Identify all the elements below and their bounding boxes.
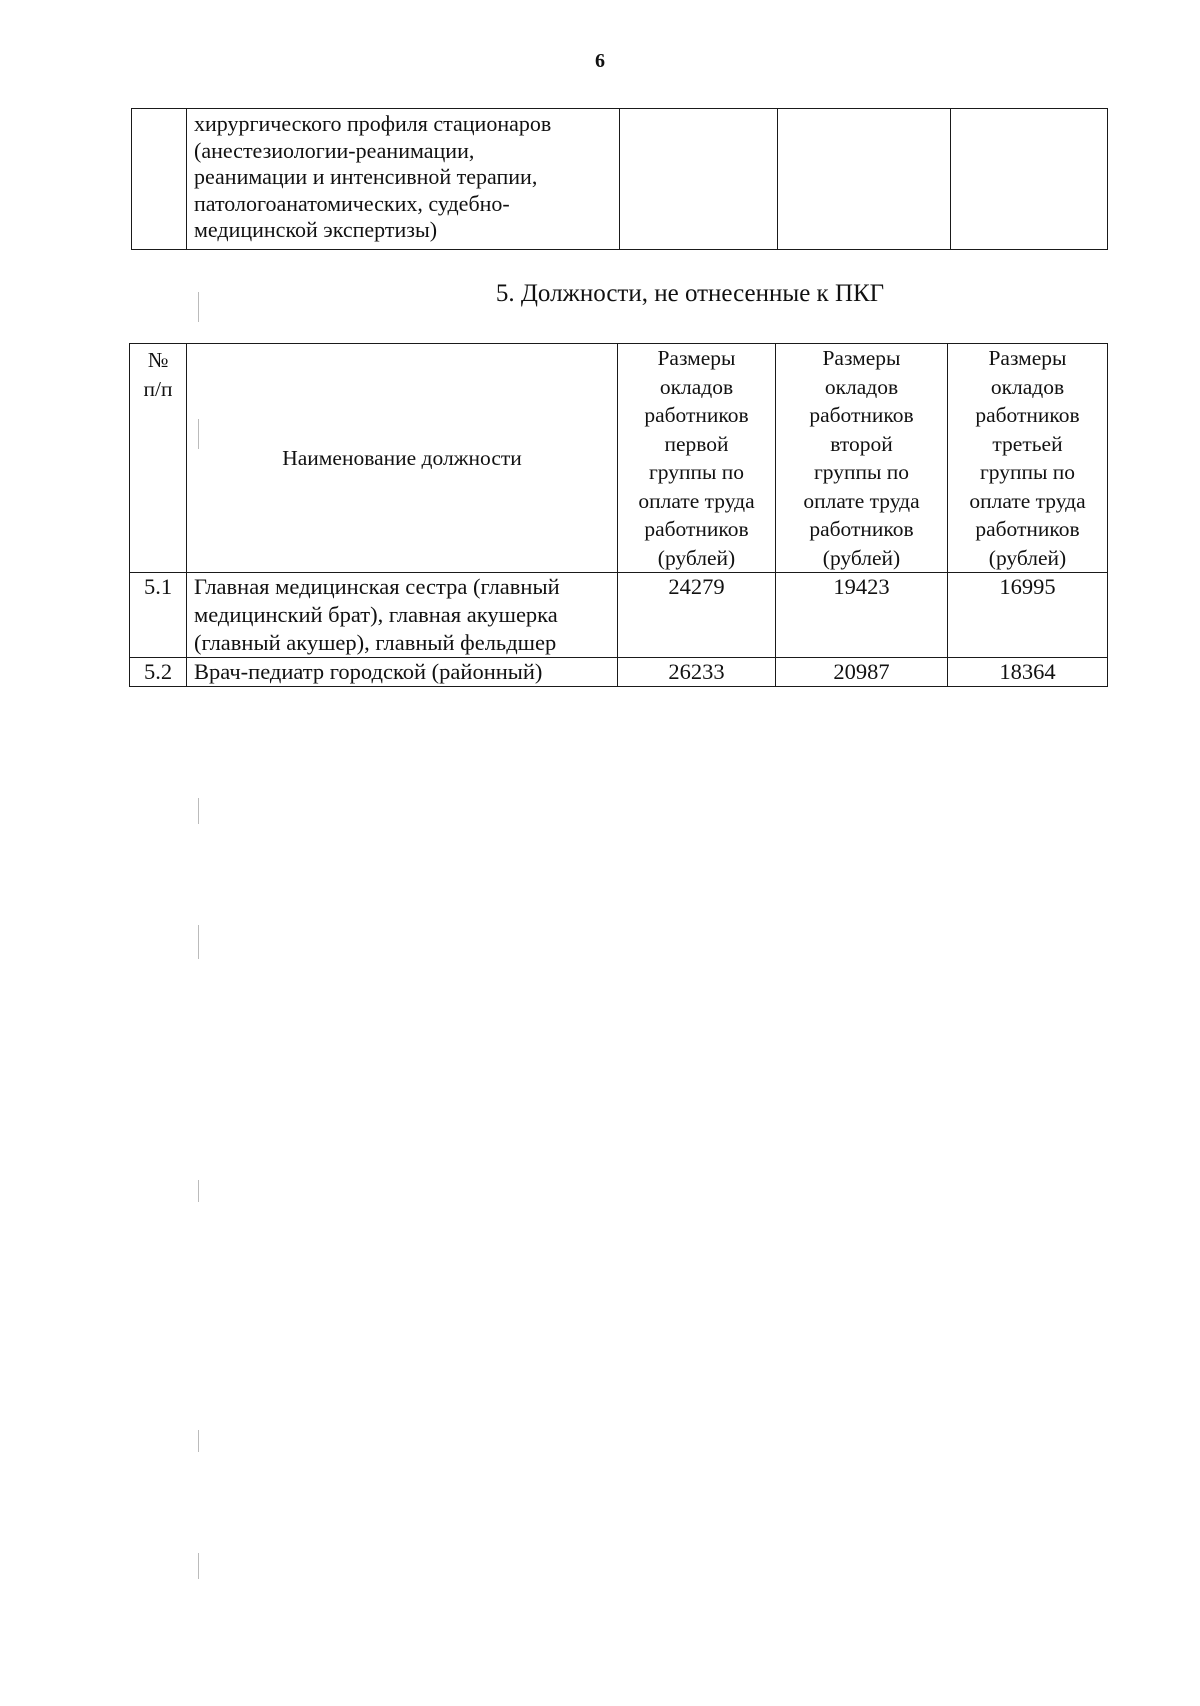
continuation-row <box>132 109 1108 250</box>
row-num: 5.1 <box>130 573 187 658</box>
scan-artifact <box>198 419 199 449</box>
header-num: № п/п <box>130 344 187 573</box>
continuation-line: медицинской экспертизы) <box>194 217 438 242</box>
continuation-name-cell <box>187 109 620 250</box>
row-group3-value: 18364 <box>948 658 1108 687</box>
scan-artifact <box>198 1553 199 1579</box>
positions-table <box>129 343 1108 687</box>
row-group2-value: 20987 <box>776 658 948 687</box>
header-group1: Размеры окладов работников первой группы по оплате труда работников (рублей) <box>618 344 776 573</box>
continuation-group1-cell <box>620 109 778 250</box>
continuation-num-cell <box>132 109 187 250</box>
row-group1-value: 24279 <box>618 573 776 658</box>
scan-artifact <box>198 292 199 322</box>
page-number: 6 <box>595 50 605 72</box>
scan-artifact <box>198 1180 199 1202</box>
header-name: Наименование должности <box>187 344 618 573</box>
header-group2: Размеры окладов работников второй группы по оплате труда работников (рублей) <box>776 344 948 573</box>
continuation-group3-cell <box>951 109 1108 250</box>
row-group2-value: 19423 <box>776 573 948 658</box>
row-group1-value: 26233 <box>618 658 776 687</box>
table-row <box>130 658 1108 687</box>
header-group3: Размеры окладов работников третьей группы по оплате труда работников (рублей) <box>948 344 1108 573</box>
continuation-line: патологоанатомических, судебно- <box>194 190 510 216</box>
table-row <box>130 573 1108 658</box>
continuation-line: (анестезиологии-реанимации, <box>194 137 475 163</box>
scan-artifact <box>198 1430 199 1452</box>
continuation-table <box>131 108 1108 250</box>
scan-artifact <box>198 798 199 824</box>
continuation-group2-cell <box>778 109 951 250</box>
table-header-row <box>130 344 1108 573</box>
scan-artifact <box>198 925 199 959</box>
section-title: 5. Должности, не отнесенные к ПКГ <box>495 280 885 307</box>
continuation-line: хирургического профиля стационаров <box>194 111 552 136</box>
row-name: Врач-педиатр городской (районный) <box>187 658 618 687</box>
row-group3-value: 16995 <box>948 573 1108 658</box>
row-name: Главная медицинская сестра (главный медицинский брат), главная акушерка (главный акушер), главный фельдшер <box>187 573 618 658</box>
row-num: 5.2 <box>130 658 187 687</box>
continuation-line: реанимации и интенсивной терапии, <box>194 164 538 189</box>
